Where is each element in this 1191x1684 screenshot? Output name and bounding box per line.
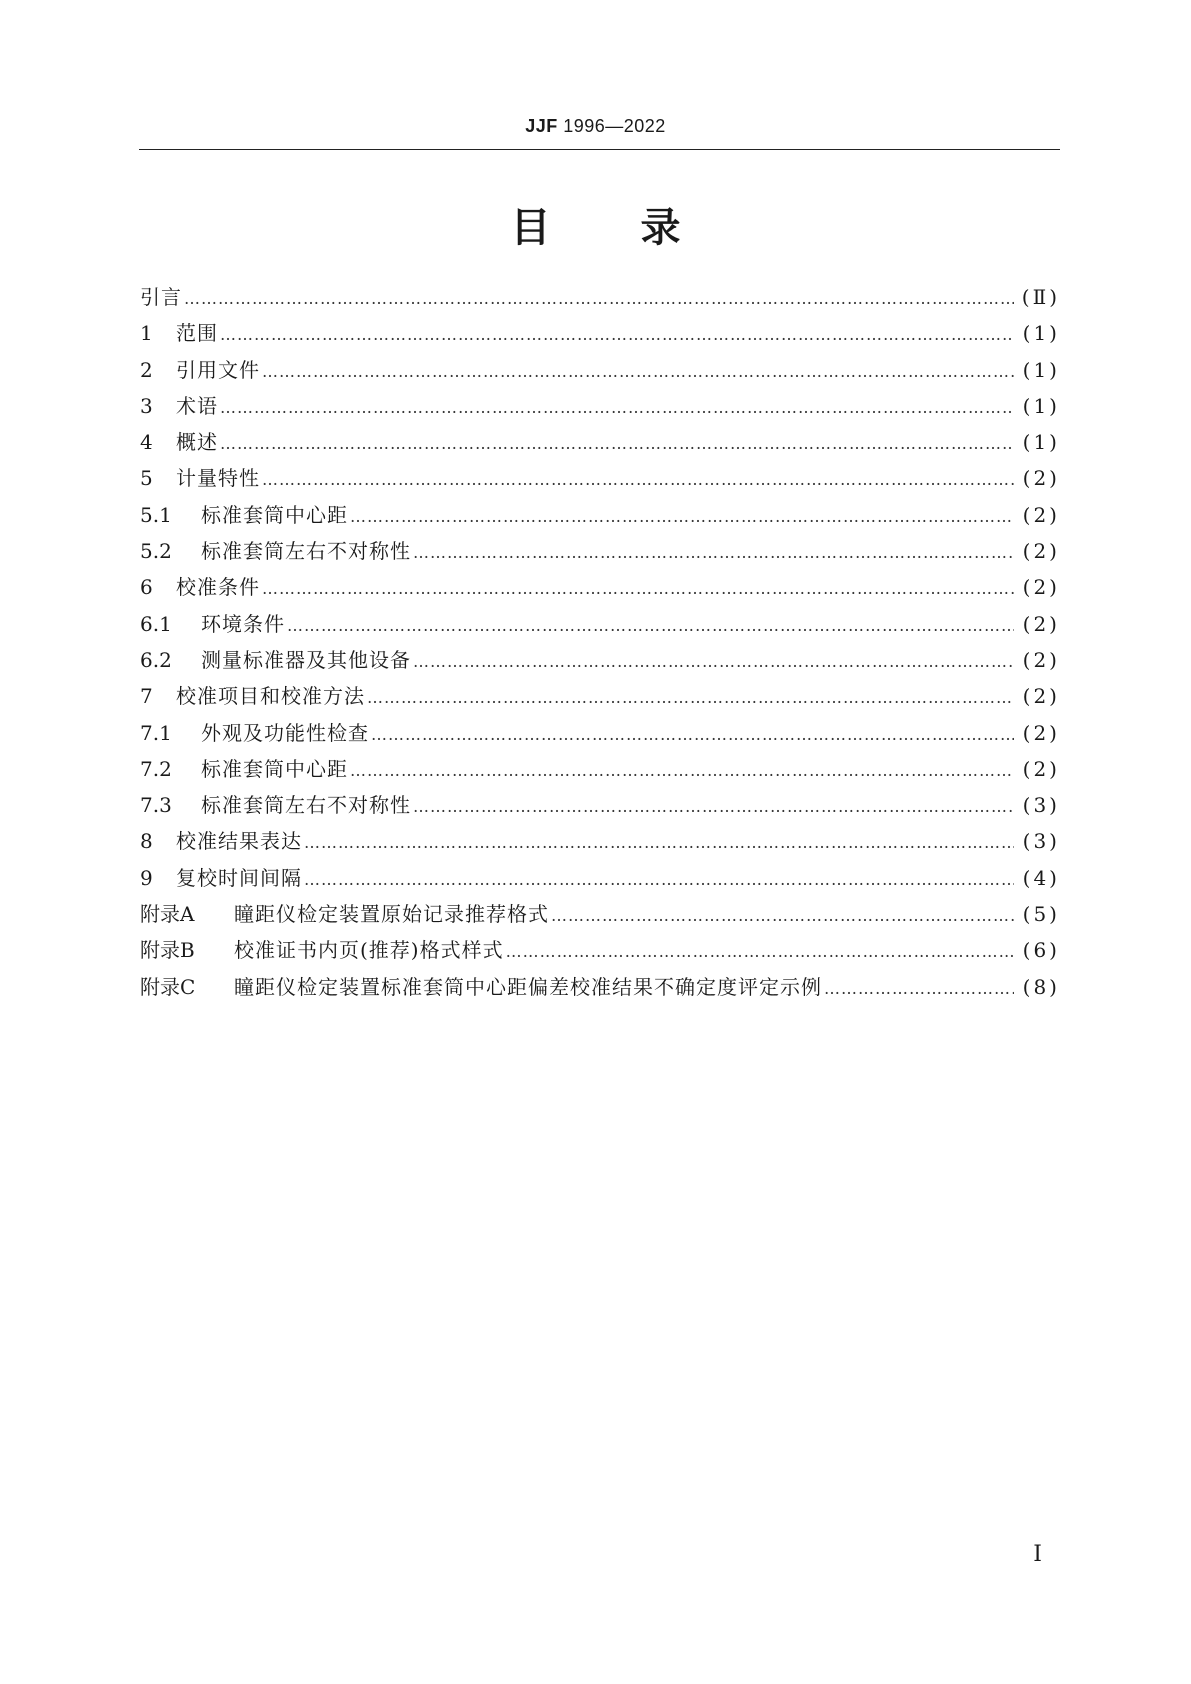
toc-entry-label: 瞳距仪检定装置原始记录推荐格式: [234, 902, 549, 927]
toc-entry-number: 2: [140, 357, 153, 382]
toc-entry-number: 5: [140, 466, 153, 491]
toc-leader: [413, 535, 1014, 571]
toc-entry-page: (Ⅱ): [1021, 285, 1060, 309]
toc-entry-page: (1): [1022, 321, 1060, 346]
toc-entry-label: 外观及功能性检查: [201, 720, 369, 745]
title-char-1: 目: [510, 205, 551, 251]
toc-entry-number: 附录A: [140, 902, 195, 927]
toc-entry-label: 范围: [176, 321, 218, 346]
toc-entry-page: (2): [1022, 756, 1060, 781]
toc-entry[interactable]: [140, 787, 1060, 823]
toc-entry-label: 计量特性: [176, 466, 260, 491]
document-code-number: 1996—2022: [557, 116, 666, 136]
toc-leader: [220, 390, 1014, 426]
page-number: I: [1033, 1542, 1042, 1567]
toc-leader: [413, 644, 1014, 680]
toc-leader: [367, 680, 1014, 716]
toc-entry-page: (2): [1022, 502, 1060, 527]
toc-entry-number: 1: [140, 321, 153, 346]
toc-entry[interactable]: [140, 751, 1060, 787]
toc-leader: [304, 825, 1014, 861]
toc-leader: [413, 789, 1014, 825]
toc-entry-page: (2): [1022, 466, 1060, 491]
toc-entry-number: 3: [140, 393, 153, 418]
toc-entry-page: (2): [1022, 539, 1060, 564]
toc-leader: [551, 898, 1014, 934]
toc-entry-label: 复校时间间隔: [176, 865, 302, 890]
toc-entry-page: (5): [1022, 902, 1060, 927]
toc-entry[interactable]: [140, 315, 1060, 351]
toc-entry-number: 7: [140, 684, 153, 709]
toc-entry-page: (2): [1022, 611, 1060, 636]
toc-entry-page: (2): [1022, 575, 1060, 600]
toc-entry-number: 附录B: [140, 938, 195, 963]
toc-entry-page: (6): [1022, 938, 1060, 963]
toc-entry-number: 5.1: [140, 502, 172, 527]
toc-entry-label: 测量标准器及其他设备: [201, 647, 411, 672]
toc-leader: [506, 934, 1014, 970]
toc-entry-label: 标准套筒左右不对称性: [201, 539, 411, 564]
toc-leader: [371, 717, 1014, 753]
document-code: [0, 116, 1191, 137]
toc-entry-page: (1): [1022, 393, 1060, 418]
toc-entry[interactable]: [140, 497, 1060, 533]
toc-entry-page: (3): [1022, 829, 1060, 854]
toc-entry-page: (4): [1022, 865, 1060, 890]
toc-entry[interactable]: [140, 823, 1060, 859]
toc-entry-page: (2): [1022, 647, 1060, 672]
toc-entry-number: 9: [140, 865, 153, 890]
toc-entry-label: 引言: [140, 285, 182, 309]
toc-entry-number: 8: [140, 829, 153, 854]
toc-entry-label: 校准证书内页(推荐)格式样式: [234, 938, 504, 963]
toc-leader: [184, 281, 1014, 317]
toc-leader: [262, 354, 1014, 390]
toc-entry-page: (2): [1022, 720, 1060, 745]
toc-entry-number: 6.2: [140, 647, 172, 672]
toc-leader: [350, 499, 1014, 535]
toc-entry[interactable]: [140, 606, 1060, 642]
toc-entry[interactable]: [140, 896, 1060, 932]
toc-entry[interactable]: [140, 969, 1060, 1005]
toc-entry-page: (1): [1022, 357, 1060, 382]
toc-entry-label: 标准套筒中心距: [201, 502, 348, 527]
toc-entry-label: 瞳距仪检定装置标准套筒中心距偏差校准结果不确定度评定示例: [234, 974, 822, 999]
toc-entry-page: (1): [1022, 430, 1060, 455]
toc-entry-number: 5.2: [140, 539, 172, 564]
toc-entry[interactable]: [140, 424, 1060, 460]
toc-leader: [350, 753, 1014, 789]
toc-entry-number: 6: [140, 575, 153, 600]
toc-leader: [262, 571, 1014, 607]
toc-leader: [304, 862, 1014, 898]
toc-entry-number: 6.1: [140, 611, 172, 636]
toc-leader: [287, 608, 1014, 644]
toc-entry[interactable]: [140, 860, 1060, 896]
toc-entry-number: 7.1: [140, 720, 172, 745]
toc-entry-label: 校准项目和校准方法: [176, 684, 365, 709]
document-code-prefix: JJF: [525, 116, 558, 136]
toc-entry-page: (3): [1022, 793, 1060, 818]
table-of-contents: [140, 279, 1060, 1005]
toc-entry[interactable]: [140, 352, 1060, 388]
toc-entry-number: 4: [140, 430, 153, 455]
toc-leader: [220, 426, 1014, 462]
toc-entry-page: (2): [1022, 684, 1060, 709]
toc-leader: [262, 462, 1014, 498]
toc-entry-label: 校准条件: [176, 575, 260, 600]
toc-entry[interactable]: [140, 533, 1060, 569]
toc-leader: [220, 317, 1014, 353]
toc-entry[interactable]: [140, 715, 1060, 751]
title-char-2: 录: [640, 205, 681, 251]
page-title: [0, 196, 1191, 253]
toc-entry-number: 7.2: [140, 756, 172, 781]
toc-entry-label: 引用文件: [176, 357, 260, 382]
toc-entry-label: 校准结果表达: [176, 829, 302, 854]
toc-entry[interactable]: [140, 642, 1060, 678]
toc-entry[interactable]: [140, 460, 1060, 496]
toc-leader: [824, 971, 1014, 1007]
toc-entry-page: (8): [1022, 974, 1060, 999]
toc-entry[interactable]: [140, 569, 1060, 605]
toc-entry-label: 概述: [176, 430, 218, 455]
toc-entry[interactable]: [140, 678, 1060, 714]
toc-entry-label: 环境条件: [201, 611, 285, 636]
toc-entry-number: 附录C: [140, 974, 196, 999]
header-rule: [139, 149, 1060, 150]
toc-entry[interactable]: [140, 388, 1060, 424]
toc-entry-label: 术语: [176, 393, 218, 418]
toc-entry[interactable]: [140, 932, 1060, 968]
toc-entry-label: 标准套筒左右不对称性: [201, 793, 411, 818]
toc-entry[interactable]: [140, 279, 1060, 315]
toc-entry-label: 标准套筒中心距: [201, 756, 348, 781]
toc-entry-number: 7.3: [140, 793, 172, 818]
